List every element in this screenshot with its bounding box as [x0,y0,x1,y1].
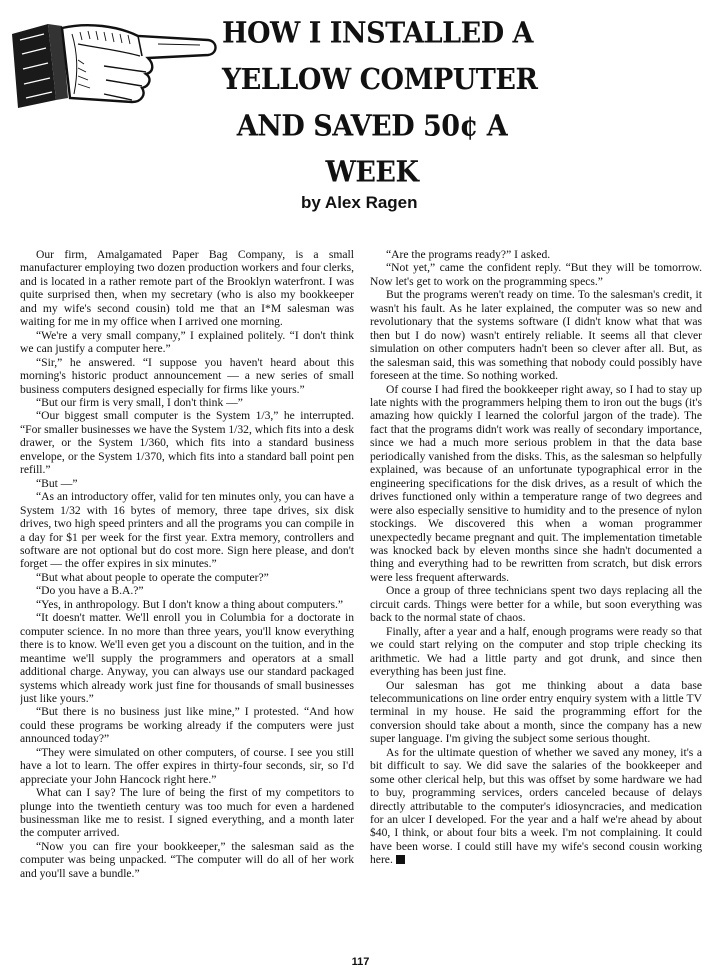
paragraph: “But —” [36,476,78,490]
end-of-article-mark [396,855,405,864]
article-title [222,10,538,196]
paragraph: “It doesn't matter. We'll enroll you in Columbia for a doctorate in computer science. In no more than three years, you'll know everything there is to know. We'll even get you a discount on the tuition, and in the meantime we'll supply the programmers and operators at a small additional charge. Anyway, you can always use our standard packaged systems which already work just fine for thousands of small businesses just like yours.” [20,611,354,705]
paragraph: “We're a very small company,” I explained politely. “I don't think we can justify a computer here.” [20,328,354,356]
paragraph [370,746,702,867]
title-line-4: WEEK [325,155,419,190]
byline: by Alex Ragen [301,193,418,212]
title-line-2: YELLOW COMPUTER [222,62,538,97]
paragraph: “Are the programs ready?” I asked. [386,248,551,261]
pointing-hand-icon [8,14,220,109]
paragraph: Our firm, Amalgamated Paper Bag Company, is a small manufacturer employing two dozen production workers and four clerks, and is located in a rather remote part of the Brooklyn waterfront. I was quite surprised then, when my secretary (who is also my bookkeeper and my wife's second cousin) told me that an I*M salesman was waiting for me in my office when I arrived one morning. [20,248,354,329]
page-number: 117 [351,956,370,968]
paragraph: But the programs weren't ready on time. To the salesman's credit, it wasn't his fault. As he later explained, the computer was so new and revolutionary that the systems software (I didn't know what that was then but I do now) wasn't entirely reliable. It seems all that clever simulation on other computers hadn't been so clever after all. But, as the salesman said, this was something that nobody could possibly have foreseen at the time. So nothing worked. [370,288,702,383]
paragraph: “As an introductory offer, valid for ten minutes only, you can have a System 1/32 with 16 bytes of memory, three tape drives, six disk drives, two high speed printers and all the programs you can compile in a day for $1 per week for the first year. Extra memory, controllers and software are not optional but do cost more. Sign here please, and don't forget — the offer expires in six minutes.” [20,490,354,571]
paragraph: Of course I had fired the bookkeeper right away, so I had to stay up late nights with the programmers helping them to iron out the bugs (it's amazing how quickly I learned the colorful jargon of the trade). The fact that the programs didn't work was really of secondary importance, since we had a much more serious problem in that the data base periodically vanished from the disks. This, as the salesman so helpfully explained, was because of an unfortunate typographical error in the engineering specifications for the disk drives, as a result of which the drives functioned only within a temperature range of two degrees and were also especially sensitive to humidity and to the presence of nylon stockings. We discovered this when a woman programmer unexpectedly became pregnant and quit. The implementation timetable was knocked back by eleven months since she hadn't documented a thing and everything had to be rewritten from scratch, but disk errors were less frequent afterwards. [370,382,702,584]
paragraph: Our salesman has got me thinking about a data base telecommunications on line order entry enquiry system with a little TV terminal in my house. He said the programming effort for the conversion should take about a month, since the company has a new super language. I'm giving the subject some serious thought. [370,678,702,746]
paragraph: What can I say? The lure of being the first of my competitors to plunge into the twentieth century was too much for even a hardened businessman like me to resist. I signed everything, and a month later the computer arrived. [20,786,354,840]
paragraph: Once a group of three technicians spent two days replacing all the circuit cards. Things were better for a while, but soon everything was back to the normal state of chaos. [370,584,702,625]
paragraph: “But there is no business just like mine,” I protested. “And how could these programs be working already if the computers were just announced today?” [20,705,354,746]
title-line-3: AND SAVED 50¢ A [236,109,508,143]
article-column-right [370,248,702,970]
paragraph: “Sir,” he answered. “I suppose you haven't heard about this morning's historic product announcement — a new series of small business computers designed especially for firms like yours.” [20,355,354,396]
paragraph: “Now you can fire your bookkeeper,” the salesman said as the computer was being unpacked. “The computer will do all of her work and you'll save a bundle.” [20,839,354,880]
paragraph: “Do you have a B.A.?” [36,584,144,598]
paragraph: “They were simulated on other computers, of course. I see you still have a lot to learn. The offer expires in thirty-four seconds, sir, so I'd appreciate your John Hancock right here.” [20,745,354,786]
final-paragraph-text: As for the ultimate question of whether we saved any money, it's a bit difficult to say. We did save the salaries of the bookkeeper and some other clerical help, but this was offset by some hardware we had to buy, programming services, orders canceled because of delays directly attributable to the computer's idiosyncracies, and medication for an ulcer I developed. For the year and a half we're ahead by about $40, I think, or about four bits a week. I'm not complaining. It could have been worse. I could still have my wife's second cousin working here. [370,745,702,867]
paragraph: Finally, after a year and a half, enough programs were ready so that we could start relying on the computer and stop triple checking its arithmetic. We had a little party and got drunk, and since then everything has been just fine. [370,624,702,679]
article-column-left [20,248,354,970]
paragraph: “Our biggest small computer is the System 1/3,” he interrupted. “For smaller businesses we have the System 1/32, which fits into a desk drawer, or the System 1/360, which fits into a standard business envelope, or the System 1/370, which fits into a standard ball point pen refill.” [20,409,354,477]
paragraph: “Not yet,” came the confident reply. “But they will be tomorrow. Now let's get to work on the programming specs.” [370,261,702,288]
paragraph: “Yes, in anthropology. But I don't know a thing about computers.” [36,597,344,611]
paragraph: “But what about people to operate the computer?” [36,570,269,584]
title-line-1: HOW I INSTALLED A [222,16,533,50]
paragraph: “But our firm is very small, I don't think —” [36,395,243,409]
